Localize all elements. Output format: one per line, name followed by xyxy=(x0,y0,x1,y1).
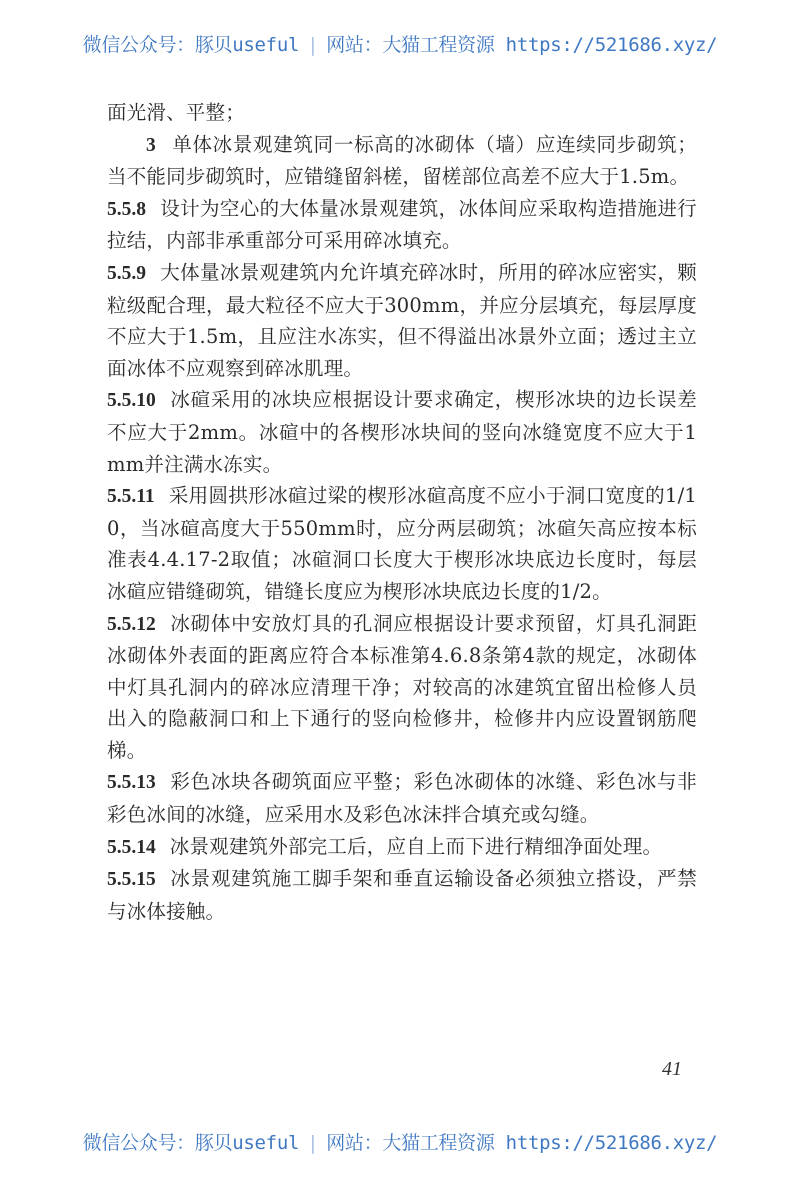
clause-5-5-12 xyxy=(107,608,697,767)
watermark-footer xyxy=(0,1128,800,1155)
clause-5-5-8 xyxy=(107,193,697,257)
clause-number: 5.5.8 xyxy=(107,198,146,220)
clause-number: 5.5.15 xyxy=(107,869,156,891)
clause-text: 冰景观建筑施工脚手架和垂直运输设备必须独立搭设，严禁与冰体接触。 xyxy=(107,867,697,923)
watermark-separator: | xyxy=(307,34,319,56)
clause-5-5-13 xyxy=(107,766,697,830)
watermark-header xyxy=(0,30,800,57)
clause-5-5-11 xyxy=(107,480,697,607)
watermark-separator: | xyxy=(307,1132,319,1154)
clause-5-5-15 xyxy=(107,863,697,927)
paragraph-item-3 xyxy=(107,129,697,193)
watermark-site-label: 网站：大猫工程资源 https://521686.xyz/ xyxy=(326,1132,718,1154)
clause-5-5-10 xyxy=(107,384,697,480)
document-page-body xyxy=(107,97,697,927)
watermark-wechat-label: 微信公众号：豚贝useful xyxy=(82,34,300,56)
clause-text: 彩色冰块各砌筑面应平整；彩色冰砌体的冰缝、彩色冰与非彩色冰间的冰缝，应采用水及彩色冰沫拌合填充或勾缝。 xyxy=(107,770,697,827)
watermark-site-label: 网站：大猫工程资源 https://521686.xyz/ xyxy=(326,34,718,56)
clause-5-5-14 xyxy=(107,831,697,864)
paragraph-continuation xyxy=(107,97,697,129)
watermark-wechat-label: 微信公众号：豚贝useful xyxy=(82,1132,300,1154)
clause-text: 设计为空心的大体量冰景观建筑，冰体间应采取构造措施进行拉结，内部非承重部分可采用碎冰填充。 xyxy=(107,196,697,253)
page-number: 41 xyxy=(662,1058,682,1080)
clause-text: 大体量冰景观建筑内允许填充碎冰时，所用的碎冰应密实，颗粒级配合理，最大粒径不应大于300mm，并应分层填充，每层厚度不应大于1.5m，且应注水冻实，但不得溢出冰景外立面；透过主立面冰体不应观察到碎冰肌理。 xyxy=(107,260,697,380)
clause-text: 采用圆拱形冰碹过梁的楔形冰碹高度不应小于洞口宽度的1/10，当冰碹高度大于550mm时，应分两层砌筑；冰碹矢高应按本标准表4.4.17-2取值；冰碹洞口长度大于楔形冰块底边长度时，每层冰碹应错缝砌筑，错缝长度应为楔形冰块底边长度的1/2。 xyxy=(107,484,697,603)
paragraph-text: 单体冰景观建筑同一标高的冰砌体（墙）应连续同步砌筑；当不能同步砌筑时，应错缝留斜槎，留槎部位高差不应大于1.5m。 xyxy=(107,132,697,189)
clause-number: 5.5.9 xyxy=(107,262,146,284)
clause-number: 5.5.12 xyxy=(107,613,156,635)
clause-5-5-9 xyxy=(107,257,697,384)
clause-number: 5.5.10 xyxy=(107,390,156,412)
clause-text: 冰景观建筑外部完工后，应自上而下进行精细净面处理。 xyxy=(169,834,663,858)
clause-text: 冰砌体中安放灯具的孔洞应根据设计要求预留，灯具孔洞距冰砌体外表面的距离应符合本标准第4.6.8条第4款的规定，冰砌体中灯具孔洞内的碎冰应清理干净；对较高的冰建筑宜留出检修人员出入的隐蔽洞口和上下通行的竖向检修井，检修井内应设置钢筋爬梯。 xyxy=(107,611,697,762)
clause-number: 5.5.14 xyxy=(107,836,156,858)
clause-number: 5.5.11 xyxy=(107,486,155,508)
clause-number: 5.5.13 xyxy=(107,772,156,794)
clause-text: 冰碹采用的冰块应根据设计要求确定，楔形冰块的边长误差不应大于2mm。冰碹中的各楔形冰块间的竖向冰缝宽度不应大于1mm并注满水冻实。 xyxy=(107,388,697,476)
paragraph-text: 面光滑、平整； xyxy=(107,101,245,124)
item-number: 3 xyxy=(146,134,156,156)
